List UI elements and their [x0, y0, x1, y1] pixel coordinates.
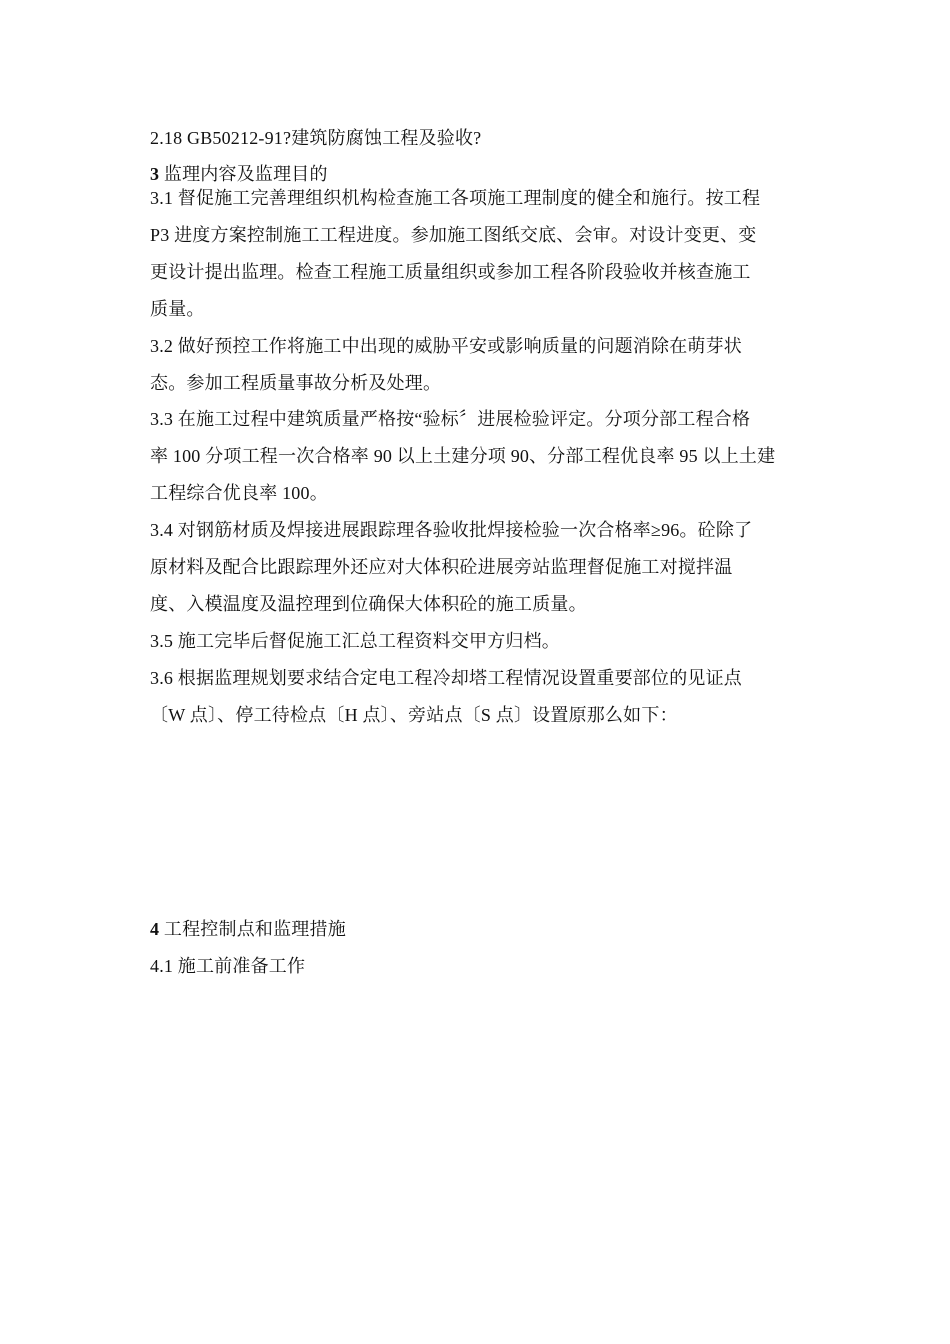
- section-3-heading: [150, 162, 830, 186]
- section-4-number: 4: [150, 919, 160, 939]
- section-4-heading: [150, 917, 830, 941]
- paragraph-line: 3.1 督促施工完善理组织机构检查施工各项施工理制度的健全和施行。按工程: [150, 188, 761, 208]
- paragraph-line: 态。参加工程质量事故分析及处理。: [150, 373, 442, 393]
- section-3-title: 监理内容及监理目的: [159, 164, 328, 184]
- paragraph-line: 更设计提出监理。检查工程施工质量组织或参加工程各阶段验收并核查施工: [150, 262, 751, 282]
- paragraph-line: 3.4 对钢筋材质及焊接进展跟踪理各验收批焊接检验一次合格率≥96。砼除了: [150, 520, 753, 540]
- section-3-number: 3: [150, 164, 160, 184]
- reference-2-18: 2.18 GB50212-91?建筑防腐蚀工程及验收?: [150, 128, 482, 148]
- paragraph-line: 率 100 分项工程一次合格率 90 以上土建分项 90、分部工程优良率 95 以上土建: [150, 446, 776, 466]
- paragraph-line: 原材料及配合比跟踪理外还应对大体积砼进展旁站监理督促施工对搅拌温: [150, 557, 733, 577]
- paragraph-line: 度、入模温度及温控理到位确保大体积砼的施工质量。: [150, 594, 587, 614]
- paragraph-line: 3.6 根据监理规划要求结合定电工程冷却塔工程情况设置重要部位的见证点: [150, 668, 742, 688]
- paragraph-line: 3.2 做好预控工作将施工中出现的威胁平安或影响质量的问题消除在萌芽状: [150, 336, 742, 356]
- paragraph-line: 3.5 施工完毕后督促施工汇总工程资料交甲方归档。: [150, 631, 560, 651]
- paragraph-line: 3.3 在施工过程中建筑质量严格按“验标〞进展检验评定。分项分部工程合格: [150, 409, 751, 429]
- paragraph-line: P3 进度方案控制施工工程进度。参加施工图纸交底、会审。对设计变更、变: [150, 225, 757, 245]
- subsection-4-1-heading: 4.1 施工前准备工作: [150, 956, 306, 976]
- section-4-title: 工程控制点和监理措施: [159, 919, 346, 939]
- paragraph-line: 质量。: [150, 299, 205, 319]
- paragraph-line: 工程综合优良率 100。: [150, 483, 328, 503]
- paragraph-line: 〔W 点〕、停工待检点〔H 点〕、旁站点〔S 点〕设置原那么如下：: [150, 705, 678, 725]
